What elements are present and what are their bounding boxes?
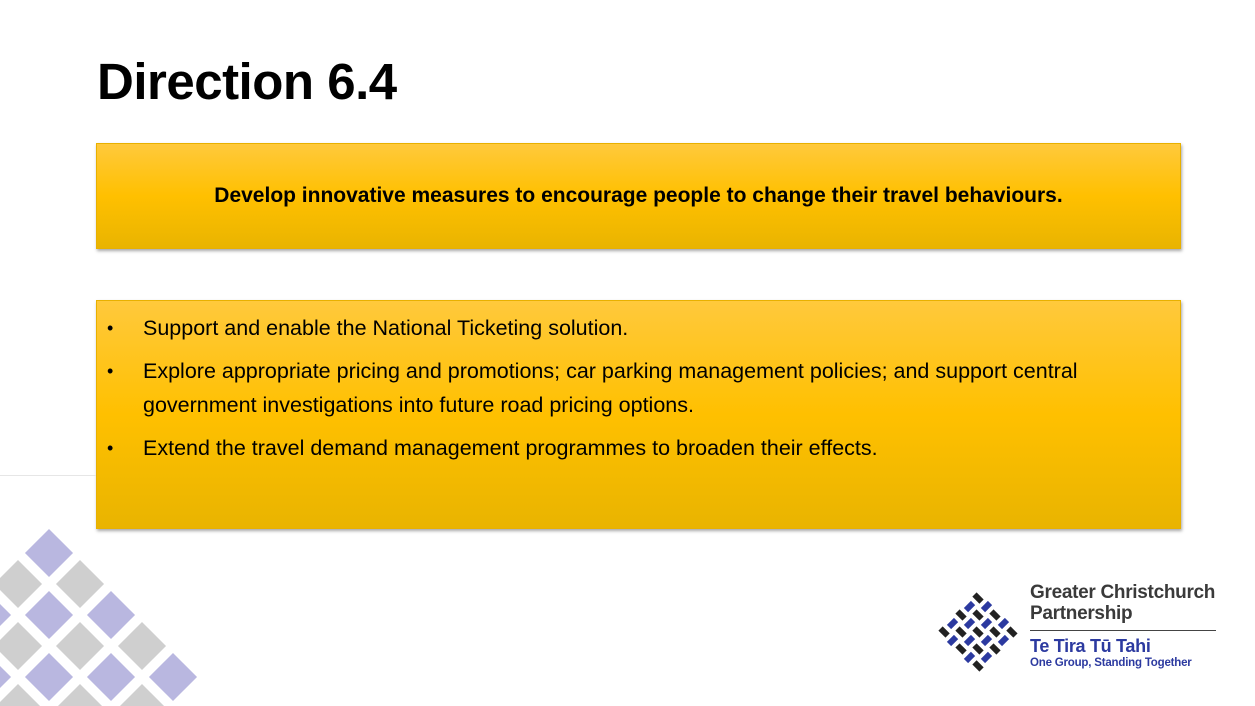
pattern-tile (25, 591, 73, 639)
direction-box (96, 143, 1181, 249)
action-text: Explore appropriate pricing and promotions; car parking management policies; and support central government investigations into future road pricing options. (143, 359, 1078, 417)
pattern-tile (118, 684, 166, 706)
logo-weave-bar (964, 618, 975, 629)
logo-maori-name: Te Tira Tū Tahi (1030, 636, 1151, 656)
logo-weave-bar (972, 592, 983, 603)
logo-weave-bar (964, 601, 975, 612)
logo-weave-bar (955, 626, 966, 637)
bullet-icon: • (107, 361, 114, 381)
pattern-tile (56, 560, 104, 608)
action-text: Support and enable the National Ticketing solution. (143, 316, 629, 340)
logo-divider (1030, 630, 1216, 631)
logo-name-line1: Greater Christchurch (1030, 582, 1216, 603)
logo-weave-bar (989, 626, 1000, 637)
action-text: Extend the travel demand management programmes to broaden their effects. (143, 436, 878, 460)
logo-weave-bar (998, 618, 1009, 629)
pattern-tile (56, 684, 104, 706)
logo-weave-bar (947, 635, 958, 646)
logo-name-line2: Partnership (1030, 603, 1133, 624)
pattern-tile (56, 622, 104, 670)
logo-weave-bar (972, 660, 983, 671)
page-title: Direction 6.4 (97, 53, 397, 110)
pattern-tile (25, 529, 73, 577)
pattern-tile (87, 653, 135, 701)
pattern-tile (149, 653, 197, 701)
list-item (97, 311, 1180, 345)
pattern-tile (87, 591, 135, 639)
logo-weave-bar (972, 609, 983, 620)
divider (0, 475, 96, 476)
logo-weave-bar (998, 635, 1009, 646)
logo-weave-bar (972, 643, 983, 654)
logo-weave-bar (955, 643, 966, 654)
actions-list (97, 311, 1180, 474)
logo-weave-bar (1006, 626, 1017, 637)
direction-statement: Develop innovative measures to encourage people to change their travel behaviours. (214, 184, 1063, 207)
pattern-tile (25, 653, 73, 701)
logo-weave-bar (981, 618, 992, 629)
woven-diamond-logo-icon (928, 582, 1028, 682)
list-item (97, 431, 1180, 465)
pattern-tile (118, 622, 166, 670)
logo-weave-bar (989, 609, 1000, 620)
partnership-logo-text (1030, 582, 1220, 670)
pattern-tile (0, 560, 42, 608)
logo-weave-bar (981, 635, 992, 646)
logo-weave-bar (981, 652, 992, 663)
logo-weave-bar (938, 626, 949, 637)
logo-tagline: One Group, Standing Together (1030, 657, 1192, 669)
pattern-tile (0, 622, 42, 670)
logo-weave-bar (964, 652, 975, 663)
decorative-diamond-pattern (0, 520, 230, 706)
logo-weave-bar (964, 635, 975, 646)
logo-weave-bar (981, 601, 992, 612)
bullet-icon: • (107, 438, 114, 458)
logo-weave-bar (972, 626, 983, 637)
logo-weave-bar (955, 609, 966, 620)
list-item (97, 354, 1180, 422)
logo-weave-bar (989, 643, 1000, 654)
logo-weave-bar (947, 618, 958, 629)
pattern-tiles (0, 529, 197, 706)
bullet-icon: • (107, 318, 114, 338)
actions-box (96, 300, 1181, 529)
